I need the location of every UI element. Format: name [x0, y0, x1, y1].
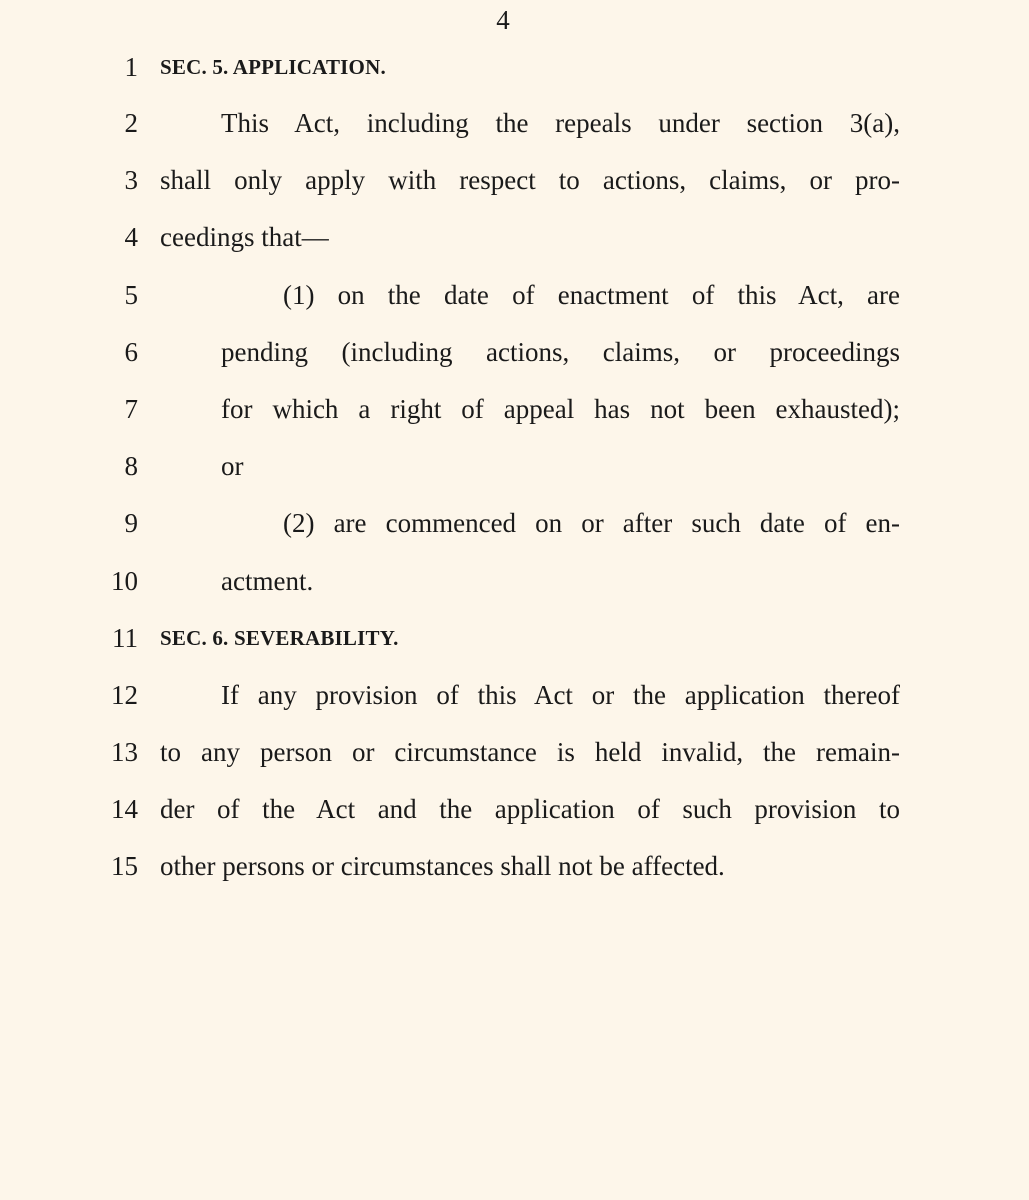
line-number: 1 — [124, 52, 138, 82]
line-number: 2 — [124, 108, 138, 138]
document-line — [0, 503, 1029, 543]
document-line — [0, 846, 1029, 886]
line-text: actment. — [221, 566, 314, 596]
document-line — [0, 47, 1029, 87]
line-text: to any person or circumstance is held invalid, the remain- — [160, 737, 900, 767]
line-text: or — [221, 451, 244, 481]
line-text: This Act, including the repeals under section 3(a), — [221, 108, 900, 138]
line-number: 9 — [124, 508, 138, 538]
line-number: 15 — [111, 851, 138, 881]
line-number: 14 — [111, 794, 138, 824]
line-text: for which a right of appeal has not been exhausted); — [221, 394, 900, 424]
document-line — [0, 618, 1029, 658]
document-line — [0, 789, 1029, 829]
document-line — [0, 732, 1029, 772]
document-line — [0, 217, 1029, 257]
line-number: 5 — [124, 280, 138, 310]
line-text: other persons or circumstances shall not be affected. — [160, 851, 725, 881]
section-heading: SEC. 5. APPLICATION. — [160, 55, 386, 79]
line-number: 11 — [112, 623, 138, 653]
line-number: 12 — [111, 680, 138, 710]
line-number: 10 — [111, 566, 138, 596]
line-number: 13 — [111, 737, 138, 767]
document-line — [0, 561, 1029, 601]
line-number: 6 — [124, 337, 138, 367]
document-line — [0, 103, 1029, 143]
line-number: 4 — [124, 222, 138, 252]
line-text: (2) are commenced on or after such date of en- — [283, 508, 900, 538]
line-text: pending (including actions, claims, or proceedings — [221, 337, 900, 367]
line-text: shall only apply with respect to actions, claims, or pro- — [160, 165, 900, 195]
section-heading: SEC. 6. SEVERABILITY. — [160, 626, 399, 650]
document-line — [0, 446, 1029, 486]
line-text: der of the Act and the application of such provision to — [160, 794, 900, 824]
line-text: (1) on the date of enactment of this Act, are — [283, 280, 900, 310]
line-text: ceedings that— — [160, 222, 329, 252]
document-line — [0, 160, 1029, 200]
line-number: 8 — [124, 451, 138, 481]
line-number: 3 — [124, 165, 138, 195]
document-line — [0, 332, 1029, 372]
line-text: If any provision of this Act or the application thereof — [221, 680, 900, 710]
document-line — [0, 389, 1029, 429]
document-line — [0, 675, 1029, 715]
line-number: 7 — [124, 394, 138, 424]
document-line — [0, 275, 1029, 315]
page-number: 4 — [496, 5, 510, 35]
